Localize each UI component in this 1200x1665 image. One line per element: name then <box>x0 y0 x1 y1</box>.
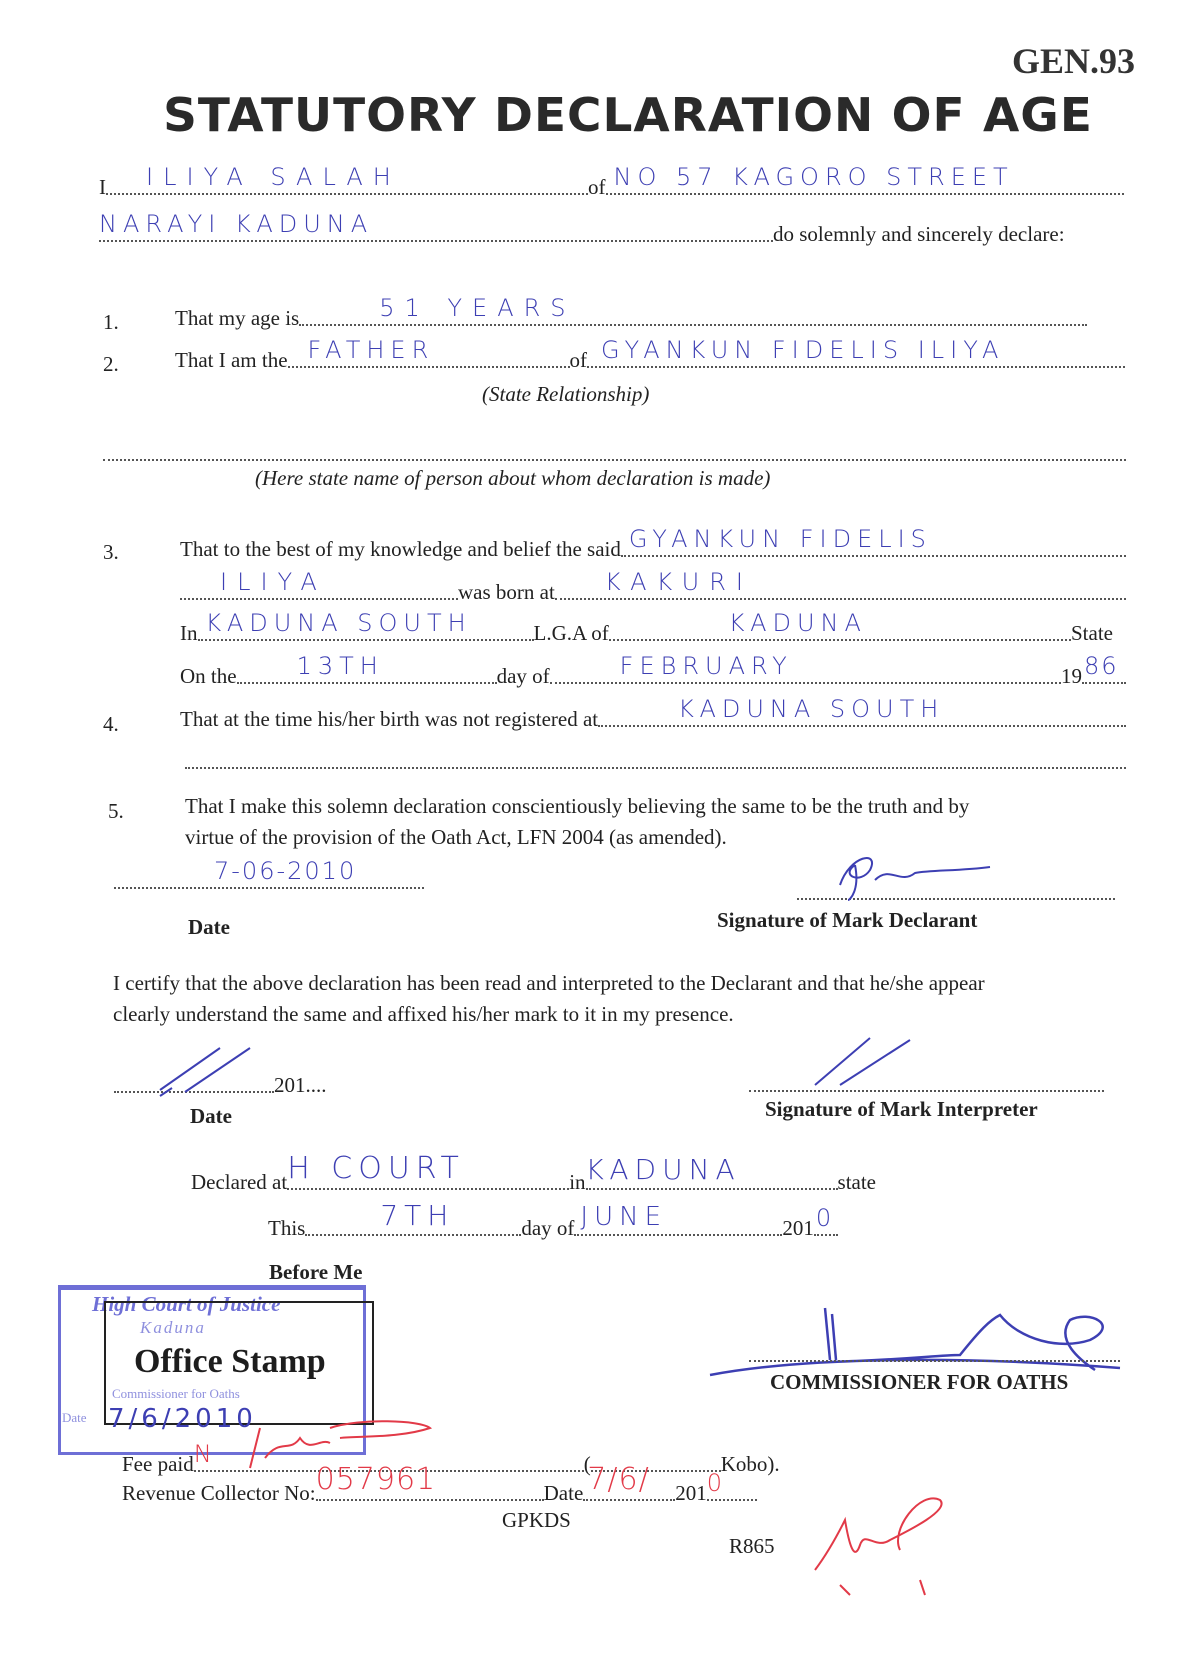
revenue-date-field[interactable] <box>583 1462 675 1501</box>
item4-label: That at the time his/her birth was not registered at <box>180 707 599 731</box>
item4-extra-line <box>185 766 1126 769</box>
this-label: This <box>268 1216 306 1240</box>
declarant-date-field[interactable] <box>114 857 424 889</box>
declared-state-label: state <box>837 1170 876 1194</box>
page-title: STATUTORY DECLARATION OF AGE <box>163 88 1093 142</box>
item1-row <box>175 294 1087 331</box>
declarant-signature-icon <box>820 845 1000 905</box>
person-name-line <box>103 458 1126 461</box>
lga-label: L.G.A of <box>533 621 609 645</box>
item3-row3 <box>180 609 1113 646</box>
fee-open-paren: ( <box>583 1452 591 1476</box>
item2-of-label: of <box>569 348 588 372</box>
item2-label: That I am the <box>175 348 288 372</box>
birthplace-field[interactable] <box>555 568 1126 600</box>
stamp-date-label: Date <box>62 1410 87 1425</box>
registration-place-value: KADUNA SOUTH <box>678 695 945 723</box>
declared-day-field[interactable] <box>305 1199 521 1236</box>
declared-state-field[interactable] <box>585 1153 838 1190</box>
lga-field[interactable] <box>198 609 534 641</box>
age-field[interactable] <box>299 294 1087 326</box>
year-prefix: 19 <box>1061 664 1082 688</box>
birth-month-field[interactable] <box>550 652 1061 684</box>
declared-this-row <box>268 1199 888 1241</box>
stamp-city-text: Kaduna <box>140 1318 206 1337</box>
item4-number: 4. <box>103 712 119 736</box>
revenue-no-value: 057961 <box>315 1462 437 1497</box>
fee-label: Fee paid <box>122 1452 194 1476</box>
revenue-signature-icon <box>800 1490 970 1600</box>
declared-state-value: KADUNA <box>585 1153 741 1186</box>
item1-number: 1. <box>103 310 119 334</box>
item2-number: 2. <box>103 352 119 376</box>
age-value: 51 YEARS <box>379 294 576 322</box>
declared-day-of-label: day of <box>521 1216 575 1240</box>
declarant-signature-label: Signature of Mark Declarant <box>717 908 978 932</box>
item3-row1 <box>180 525 1126 562</box>
declarant-name-field[interactable] <box>106 163 588 195</box>
item3-label: That to the best of my knowledge and belief the said <box>180 537 621 561</box>
interpreter-date-value: 201.... <box>274 1073 327 1097</box>
declare-text: do solemnly and sincerely declare: <box>773 222 1065 246</box>
declared-year-prefix: 201 <box>782 1216 814 1240</box>
item3-row4 <box>180 652 1126 689</box>
person-hint: (Here state name of person about whom declaration is made) <box>255 466 771 490</box>
form-code: GEN.93 <box>1012 41 1136 81</box>
declared-place-field[interactable] <box>287 1151 569 1190</box>
declared-place-value: H COURT <box>287 1151 465 1186</box>
declarant-name-value: ILIYA SALAH <box>146 163 401 191</box>
declarant-name-row <box>99 163 1124 200</box>
state-label: State <box>1071 621 1113 645</box>
state-value: KADUNA <box>728 609 867 637</box>
item5-line2: virtue of the provision of the Oath Act, LFN 2004 (as amended). <box>185 825 727 849</box>
stamp-court-text: High Court of Justice <box>92 1292 281 1316</box>
birthplace-value: KAKURI <box>604 568 753 596</box>
item5-line1: That I make this solemn declaration conscientiously believing the same to be the truth and by <box>185 794 970 818</box>
person-value: GYANKUN FIDELIS ILIYA <box>601 336 1005 364</box>
certify-line2: clearly understand the same and affixed his/her mark to it in my presence. <box>113 1002 734 1026</box>
stamp-commissioner-text: Commissioner for Oaths <box>112 1386 240 1401</box>
subject-name-part2: ILIYA <box>220 568 327 596</box>
on-label: On the <box>180 664 237 688</box>
day-of-label: day of <box>496 664 550 688</box>
revenue-year-value: 0 <box>706 1469 729 1497</box>
of-label: of <box>588 175 606 199</box>
interpreter-signature-icon <box>810 1030 970 1090</box>
certify-text <box>113 968 985 1030</box>
revenue-year-field[interactable] <box>706 1469 757 1501</box>
item3-row2 <box>180 568 1126 605</box>
declared-month-value: JUNE <box>580 1202 667 1232</box>
declarant-date-label: Date <box>188 915 230 939</box>
in-label: In <box>180 621 198 645</box>
subject-name-part1: GYANKUN FIDELIS <box>628 525 932 553</box>
declared-year-field[interactable] <box>814 1204 838 1236</box>
birth-day-field[interactable] <box>237 652 497 684</box>
subject-name-field-2[interactable] <box>180 568 458 600</box>
intro-prefix: I <box>99 175 106 199</box>
item3-number: 3. <box>103 540 119 564</box>
lga-value: KADUNA SOUTH <box>205 609 472 637</box>
interpreter-signature-label: Signature of Mark Interpreter <box>765 1097 1038 1121</box>
state-field[interactable] <box>609 609 1071 641</box>
gpkds-text: GPKDS <box>502 1508 571 1532</box>
birth-year-field[interactable] <box>1082 652 1126 684</box>
item2-row <box>175 336 1125 373</box>
stamp-date-value: 7/6/2010 <box>108 1404 257 1434</box>
fee-value: N <box>193 1440 218 1468</box>
commissioner-label: COMMISSIONER FOR OATHS <box>770 1370 1069 1394</box>
birth-month-value: FEBRUARY <box>619 652 793 680</box>
address-row <box>99 210 1124 247</box>
revenue-label: Revenue Collector No: <box>122 1481 316 1505</box>
before-me-label: Before Me <box>269 1260 363 1284</box>
birth-day-value: 13TH <box>296 652 384 680</box>
revenue-no-field[interactable] <box>315 1462 544 1501</box>
kobo-label: Kobo). <box>720 1452 780 1476</box>
born-label: was born at <box>458 580 555 604</box>
declared-at-row <box>191 1151 876 1195</box>
office-stamp-label: Office Stamp <box>134 1343 326 1380</box>
address-line2-field[interactable] <box>99 210 773 242</box>
declared-at-label: Declared at <box>191 1170 288 1194</box>
birth-year-value: 86 <box>1084 652 1119 680</box>
item4-row <box>180 695 1126 732</box>
subject-name-field[interactable] <box>621 525 1126 557</box>
declarant-date-row <box>114 857 424 894</box>
address-line1-value: NO 57 KAGORO STREET <box>613 163 1014 191</box>
relationship-value: FATHER <box>307 336 435 364</box>
certify-line1: I certify that the above declaration has been read and interpreted to the Declarant and that he/she appear <box>113 971 985 995</box>
address-line1-field[interactable] <box>606 163 1125 195</box>
declarant-date-value: 7-06-2010 <box>214 857 357 885</box>
declared-day-value: 7TH <box>380 1199 455 1232</box>
interpreter-date-label: Date <box>190 1104 232 1128</box>
declared-month-field[interactable] <box>574 1202 782 1236</box>
revenue-year-prefix: 201 <box>675 1481 707 1505</box>
registration-place-field[interactable] <box>598 695 1126 727</box>
revenue-date-value: 7/6/ <box>587 1462 650 1497</box>
interpreter-date-slash-icon <box>150 1040 270 1100</box>
relationship-hint: (State Relationship) <box>482 382 650 406</box>
item1-label: That my age is <box>175 306 300 330</box>
commissioner-signature-line[interactable] <box>749 1359 1120 1362</box>
item5-number: 5. <box>108 799 124 823</box>
receipt-code: R865 <box>729 1534 775 1558</box>
person-field[interactable] <box>587 336 1125 368</box>
declared-in-label: in <box>569 1170 586 1194</box>
relationship-field[interactable] <box>288 336 570 368</box>
declared-year-value: 0 <box>815 1204 838 1232</box>
revenue-date-label: Date <box>543 1481 584 1505</box>
address-line2-value: NARAYI KADUNA <box>99 210 374 238</box>
item5-text <box>185 791 969 853</box>
